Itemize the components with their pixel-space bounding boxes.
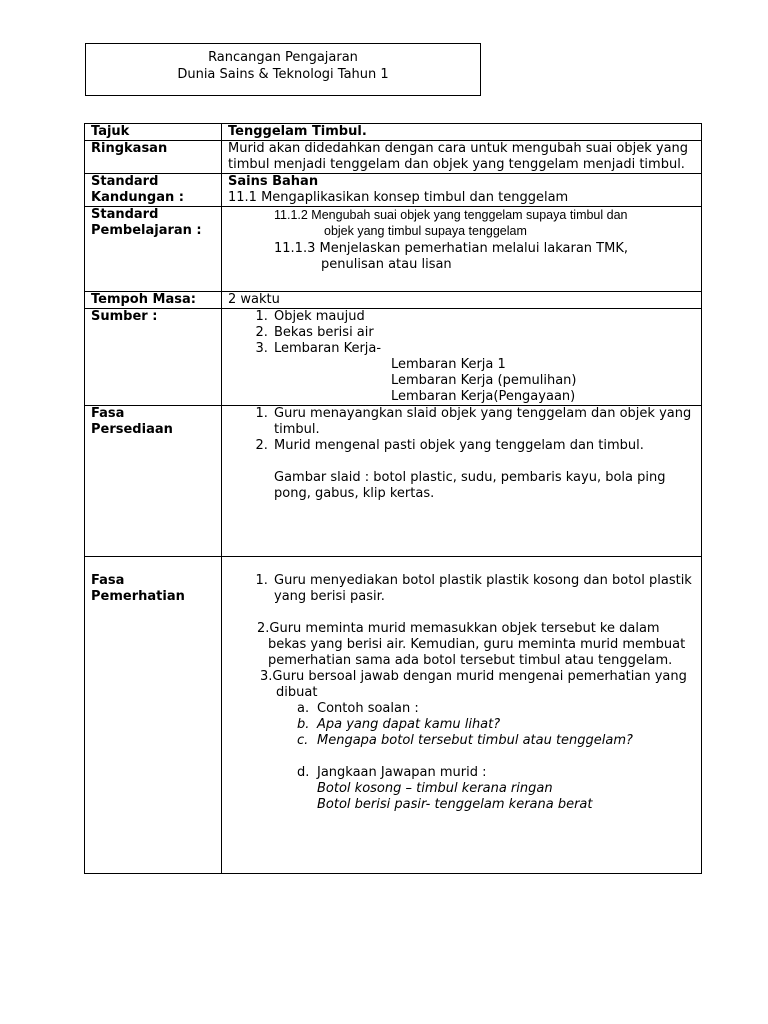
sub-item-c (228, 733, 695, 749)
answer-1: Botol kosong – timbul kerana ringan (317, 781, 553, 796)
answer-2: Botol berisi pasir- tenggelam kerana berat (317, 797, 593, 812)
list-item: 1. Guru menyediakan botol plastik plastik kosong dan botol plastik yang berisi pasir. (272, 573, 695, 605)
document-title-box (85, 43, 481, 96)
row-tajuk (85, 124, 702, 141)
persediaan-label-line1: Fasa (91, 406, 125, 421)
pemerhatian-label (85, 557, 222, 874)
row-persediaan (85, 406, 702, 557)
sumber-list (228, 309, 695, 357)
marker-d: d. (297, 765, 310, 780)
row-pemerhatian (85, 557, 702, 874)
sub-item-b (228, 717, 695, 733)
lesson-plan-table (84, 123, 702, 874)
list-item: 2. Bekas berisi air (272, 325, 695, 341)
ringkasan-value: Murid akan didedahkan dengan cara untuk mengubah suai objek yang timbul menjadi tenggelam dan objek yang tenggelam menjadi timbul. (222, 141, 702, 174)
pemerhatian-label-line1: Fasa (91, 573, 125, 588)
row-standard-kandungan (85, 174, 702, 207)
standard-kandungan-title: Sains Bahan (228, 174, 319, 189)
standard-pembelajaran-cell (222, 207, 702, 292)
pemerhatian-label-line2: Pemerhatian (91, 589, 185, 604)
sp-item1-line2: objek yang timbul supaya tenggelam (324, 224, 527, 238)
row-sumber (85, 309, 702, 406)
row-tempoh (85, 292, 702, 309)
tajuk-label: Tajuk (85, 124, 222, 141)
standard-kandungan-cell (222, 174, 702, 207)
pemerhatian-item3-cont: dibuat (276, 685, 318, 700)
sub-item-d-text: Jangkaan Jawapan murid : (317, 765, 487, 780)
sub-item-b-text: Apa yang dapat kamu lihat? (317, 717, 501, 732)
row-standard-pembelajaran (85, 207, 702, 292)
list-item: 1. Guru menayangkan slaid objek yang tenggelam dan objek yang timbul. (272, 406, 695, 438)
sub-item-a-text: Contoh soalan : (317, 701, 419, 716)
persediaan-list (228, 406, 695, 454)
row-ringkasan (85, 141, 702, 174)
pemerhatian-item2: 2.Guru meminta murid memasukkan objek tersebut ke dalam bekas yang berisi air. Kemudian, guru meminta murid membuat pemerhatian sama ada botol tersebut timbul atau tenggelam. (257, 621, 686, 668)
lembaran-2: Lembaran Kerja (pemulihan) (391, 373, 577, 388)
persediaan-label (85, 406, 222, 557)
marker-a: a. (297, 701, 310, 716)
sp-item2-line2: penulisan atau lisan (321, 257, 452, 272)
marker-b: b. (297, 717, 310, 732)
standard-kandungan-label: Standard Kandungan : (85, 174, 222, 207)
marker-c: c. (297, 733, 309, 748)
sp-item1-line1: 11.1.2 Mengubah suai objek yang tenggelam supaya timbul dan (274, 208, 628, 222)
tempoh-label: Tempoh Masa: (85, 292, 222, 309)
lembaran-3: Lembaran Kerja(Pengayaan) (391, 389, 576, 404)
standard-pembelajaran-label: Standard Pembelajaran : (85, 207, 222, 292)
list-item: 3. Lembaran Kerja- (272, 341, 695, 357)
document-title: Rancangan Pengajaran (208, 50, 358, 65)
sumber-cell (222, 309, 702, 406)
tajuk-value: Tenggelam Timbul. (222, 124, 702, 141)
document-subtitle: Dunia Sains & Teknologi Tahun 1 (177, 67, 389, 82)
lembaran-1: Lembaran Kerja 1 (391, 357, 506, 372)
persediaan-label-line2: Persediaan (91, 422, 173, 437)
pemerhatian-list (228, 573, 695, 605)
persediaan-note: Gambar slaid : botol plastic, sudu, pembaris kayu, bola ping pong, gabus, klip kertas. (274, 470, 666, 501)
list-item: 1. Objek maujud (272, 309, 695, 325)
sp-item2-line1: 11.1.3 Menjelaskan pemerhatian melalui lakaran TMK, (274, 241, 628, 256)
sub-item-a (228, 701, 695, 717)
tempoh-value: 2 waktu (222, 292, 702, 309)
persediaan-cell (222, 406, 702, 557)
sub-item-d (228, 765, 695, 781)
list-item: 2. Murid mengenal pasti objek yang tenggelam dan timbul. (272, 438, 695, 454)
ringkasan-label: Ringkasan (85, 141, 222, 174)
pemerhatian-item3: 3.Guru bersoal jawab dengan murid mengenai pemerhatian yang (260, 669, 687, 684)
pemerhatian-cell (222, 557, 702, 874)
standard-kandungan-value: 11.1 Mengaplikasikan konsep timbul dan tenggelam (228, 190, 569, 205)
sumber-label: Sumber : (85, 309, 222, 406)
sub-item-c-text: Mengapa botol tersebut timbul atau tenggelam? (317, 733, 633, 748)
